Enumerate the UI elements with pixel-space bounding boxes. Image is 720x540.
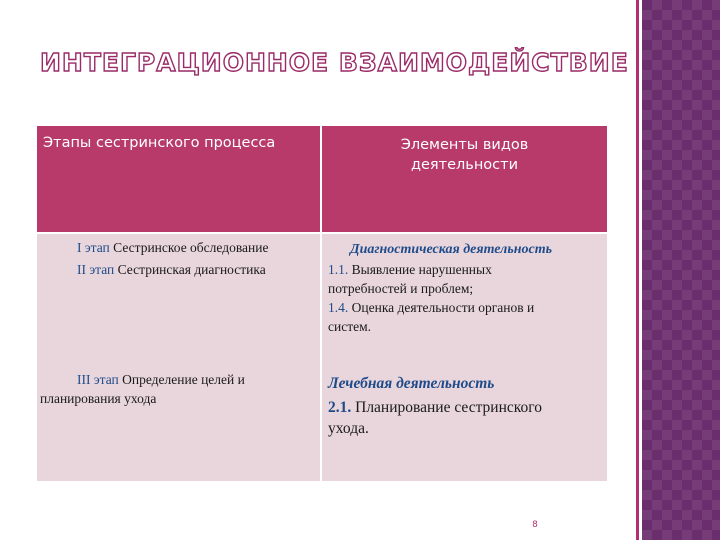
header-stages: [37, 126, 320, 232]
item-1-1-num: 1.1.: [328, 262, 349, 277]
item-2-1-continued: ухода.: [328, 420, 369, 437]
accent-line: [636, 0, 639, 540]
item-1-4-text: Оценка деятельности органов и: [348, 300, 535, 315]
item-2-1-text: Планирование сестринского: [351, 399, 542, 416]
stage-3-text: Определение целей и: [118, 372, 245, 387]
item-1-1-text: Выявление нарушенных: [348, 262, 492, 277]
item-2-1-num: 2.1.: [328, 399, 352, 416]
stage-1-label: I этап: [77, 240, 110, 255]
page-number: 8: [532, 520, 538, 530]
stage-3-continued: планирования ухода: [40, 391, 157, 406]
header-activities: [322, 126, 607, 232]
stage-3: [77, 370, 245, 389]
slide-title: ИНТЕГРАЦИОННОЕ ВЗАИМОДЕЙСТВИЕ: [40, 48, 629, 77]
treatment-activity-title: Лечебная деятельность: [328, 375, 495, 392]
stage-2: [77, 260, 266, 279]
header-stages-label: Этапы сестринского процесса: [43, 135, 276, 151]
diagnostic-activity-title: Диагностическая деятельность: [350, 242, 553, 257]
stage-2-label: II этап: [77, 262, 115, 277]
stage-3-label: III этап: [77, 372, 119, 387]
decorative-side-strip: [642, 0, 720, 540]
header-activities-line1: Элементы видов: [400, 137, 529, 153]
item-1-4: [328, 298, 534, 317]
activities-cell: [322, 234, 607, 481]
stage-1: [77, 238, 268, 257]
process-table: [37, 126, 607, 481]
item-2-1: [328, 397, 542, 418]
stage-1-text: Сестринское обследование: [109, 240, 269, 255]
stage-2-text: Сестринская диагностика: [114, 262, 266, 277]
item-1-1: [328, 260, 492, 279]
stages-cell: [37, 234, 320, 481]
header-activities-line2: деятельности: [410, 157, 519, 173]
item-1-4-continued: систем.: [328, 319, 372, 334]
item-1-4-num: 1.4.: [328, 300, 349, 315]
item-1-1-continued: потребностей и проблем;: [328, 281, 474, 296]
